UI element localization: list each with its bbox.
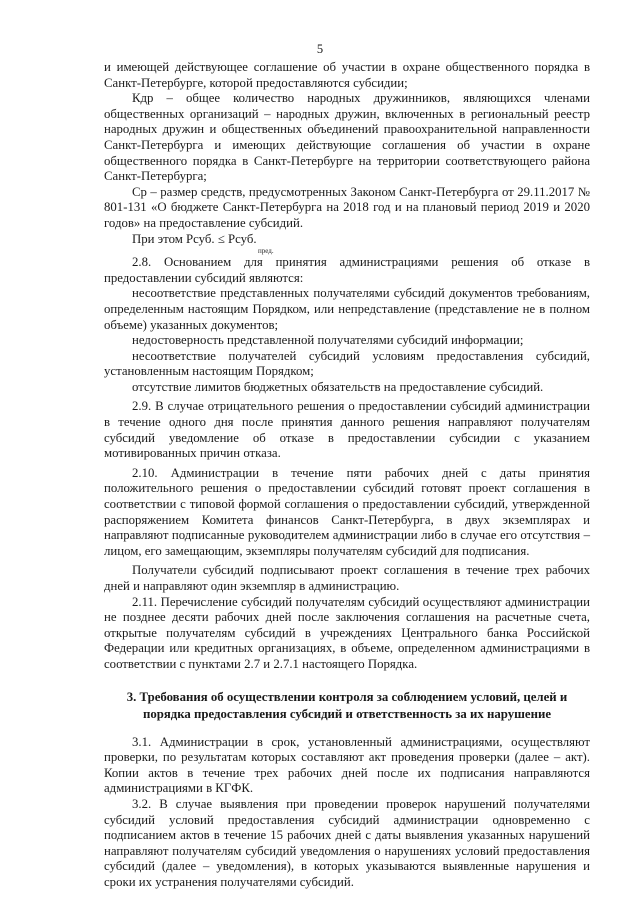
refusal-reason-item: отсутствие лимитов бюджетных обязательств на предоставление субсидий. xyxy=(132,379,544,394)
refusal-reason-item: несоответствие получателей субсидий условиям предоставления субсидий, установленным настоящим Порядком; xyxy=(104,348,590,379)
formula-inequality: При этом Рсуб. ≤ Рсуб. xyxy=(132,231,257,246)
paragraph-kdr-definition: Кдр – общее количество народных дружинников, являющихся членами общественных организаций – народных дружин, включенных в региональный реестр народных дружин и общественных объединений правоохранительной направленности Санкт-Петербурга и имеющих действующие соглашения об участии в охране общественного порядка в Санкт-Петербурге на территории соответствующего района Санкт-Петербурга; xyxy=(104,91,590,184)
section-3-title: 3. Требования об осуществлении контроля за соблюдением условий, целей и порядка предоставления субсидий и ответственность за их нарушение xyxy=(126,689,568,721)
paragraph-2-10: 2.10. Администрации в течение пяти рабочих дней с даты принятия положительного решения о предоставлении субсидий готовят проект соглашения в соответствии с типовой формой соглашения о предоставлении субсидий, утвержденной распоряжением Комитета финансов Санкт-Петербурга, в двух экземплярах и направляют подписанные руководителем администрации либо в случае его отсутствия – лицом, его замещающим, экземпляры получателям субсидий для подписания. xyxy=(104,465,590,558)
page-number: 5 xyxy=(316,42,324,56)
paragraph-3-1: 3.1. Администрации в срок, установленный администрациями, осуществляют проверки, по результатам которых составляют акт проведения проверки (далее – акт). Копии актов в течение трех рабочих дней после их подписания направляются администрациями в КГФК. xyxy=(104,734,590,796)
refusal-reason-item: несоответствие представленных получателями субсидий документов требованиям, определенным настоящим Порядком, или непредставление (представление не в полном объеме) указанных документов; xyxy=(104,286,590,332)
formula-subscript: пред. xyxy=(258,247,274,256)
paragraph-continuation: и имеющей действующее соглашение об участии в охране общественного порядка в Санкт-Петербурге, которой предоставляются субсидии; xyxy=(104,60,590,90)
document-body xyxy=(104,60,590,891)
refusal-reason-item: недостоверность представленной получателями субсидий информации; xyxy=(132,333,524,348)
paragraph-2-8: 2.8. Основанием для принятия администрациями решения об отказе в предоставлении субсидий являются: xyxy=(104,255,590,285)
paragraph-2-9: 2.9. В случае отрицательного решения о предоставлении субсидий администрации в течение одного дня после принятия данного решения направляют получателям субсидий уведомление об отказе в предоставлении субсидии с указанием мотивированных причин отказа. xyxy=(104,399,590,461)
paragraph-3-2: 3.2. В случае выявления при проведении проверок нарушений получателями субсидий условий предоставления субсидий администрации одновременно с подписанием актов в течение 15 рабочих дней с даты выявления указанных нарушений направляют получателям субсидий уведомления о нарушениях условий предоставления субсидий (далее – уведомления), в которых указываются выявленные нарушения и сроки их устранения получателями субсидий. xyxy=(104,796,590,889)
paragraph-2-11: 2.11. Перечисление субсидий получателям субсидий осуществляют администрации не позднее десяти рабочих дней после заключения соглашения на расчетные счета, открытые получателям субсидий в учреждениях Центрального банка Российской Федерации или кредитных организациях, в объеме, определенном администрациями в соответствии с пунктами 2.7 и 2.7.1 настоящего Порядка. xyxy=(104,594,590,671)
paragraph-sr-definition: Ср – размер средств, предусмотренных Законом Санкт-Петербурга от 29.11.2017 № 801-131 «О бюджете Санкт-Петербурга на 2018 год и на плановый период 2019 и 2020 годов» на предоставление субсидий. xyxy=(104,184,590,230)
paragraph-signing: Получатели субсидий подписывают проект соглашения в течение трех рабочих дней и направляют один экземпляр в администрацию. xyxy=(104,563,590,593)
